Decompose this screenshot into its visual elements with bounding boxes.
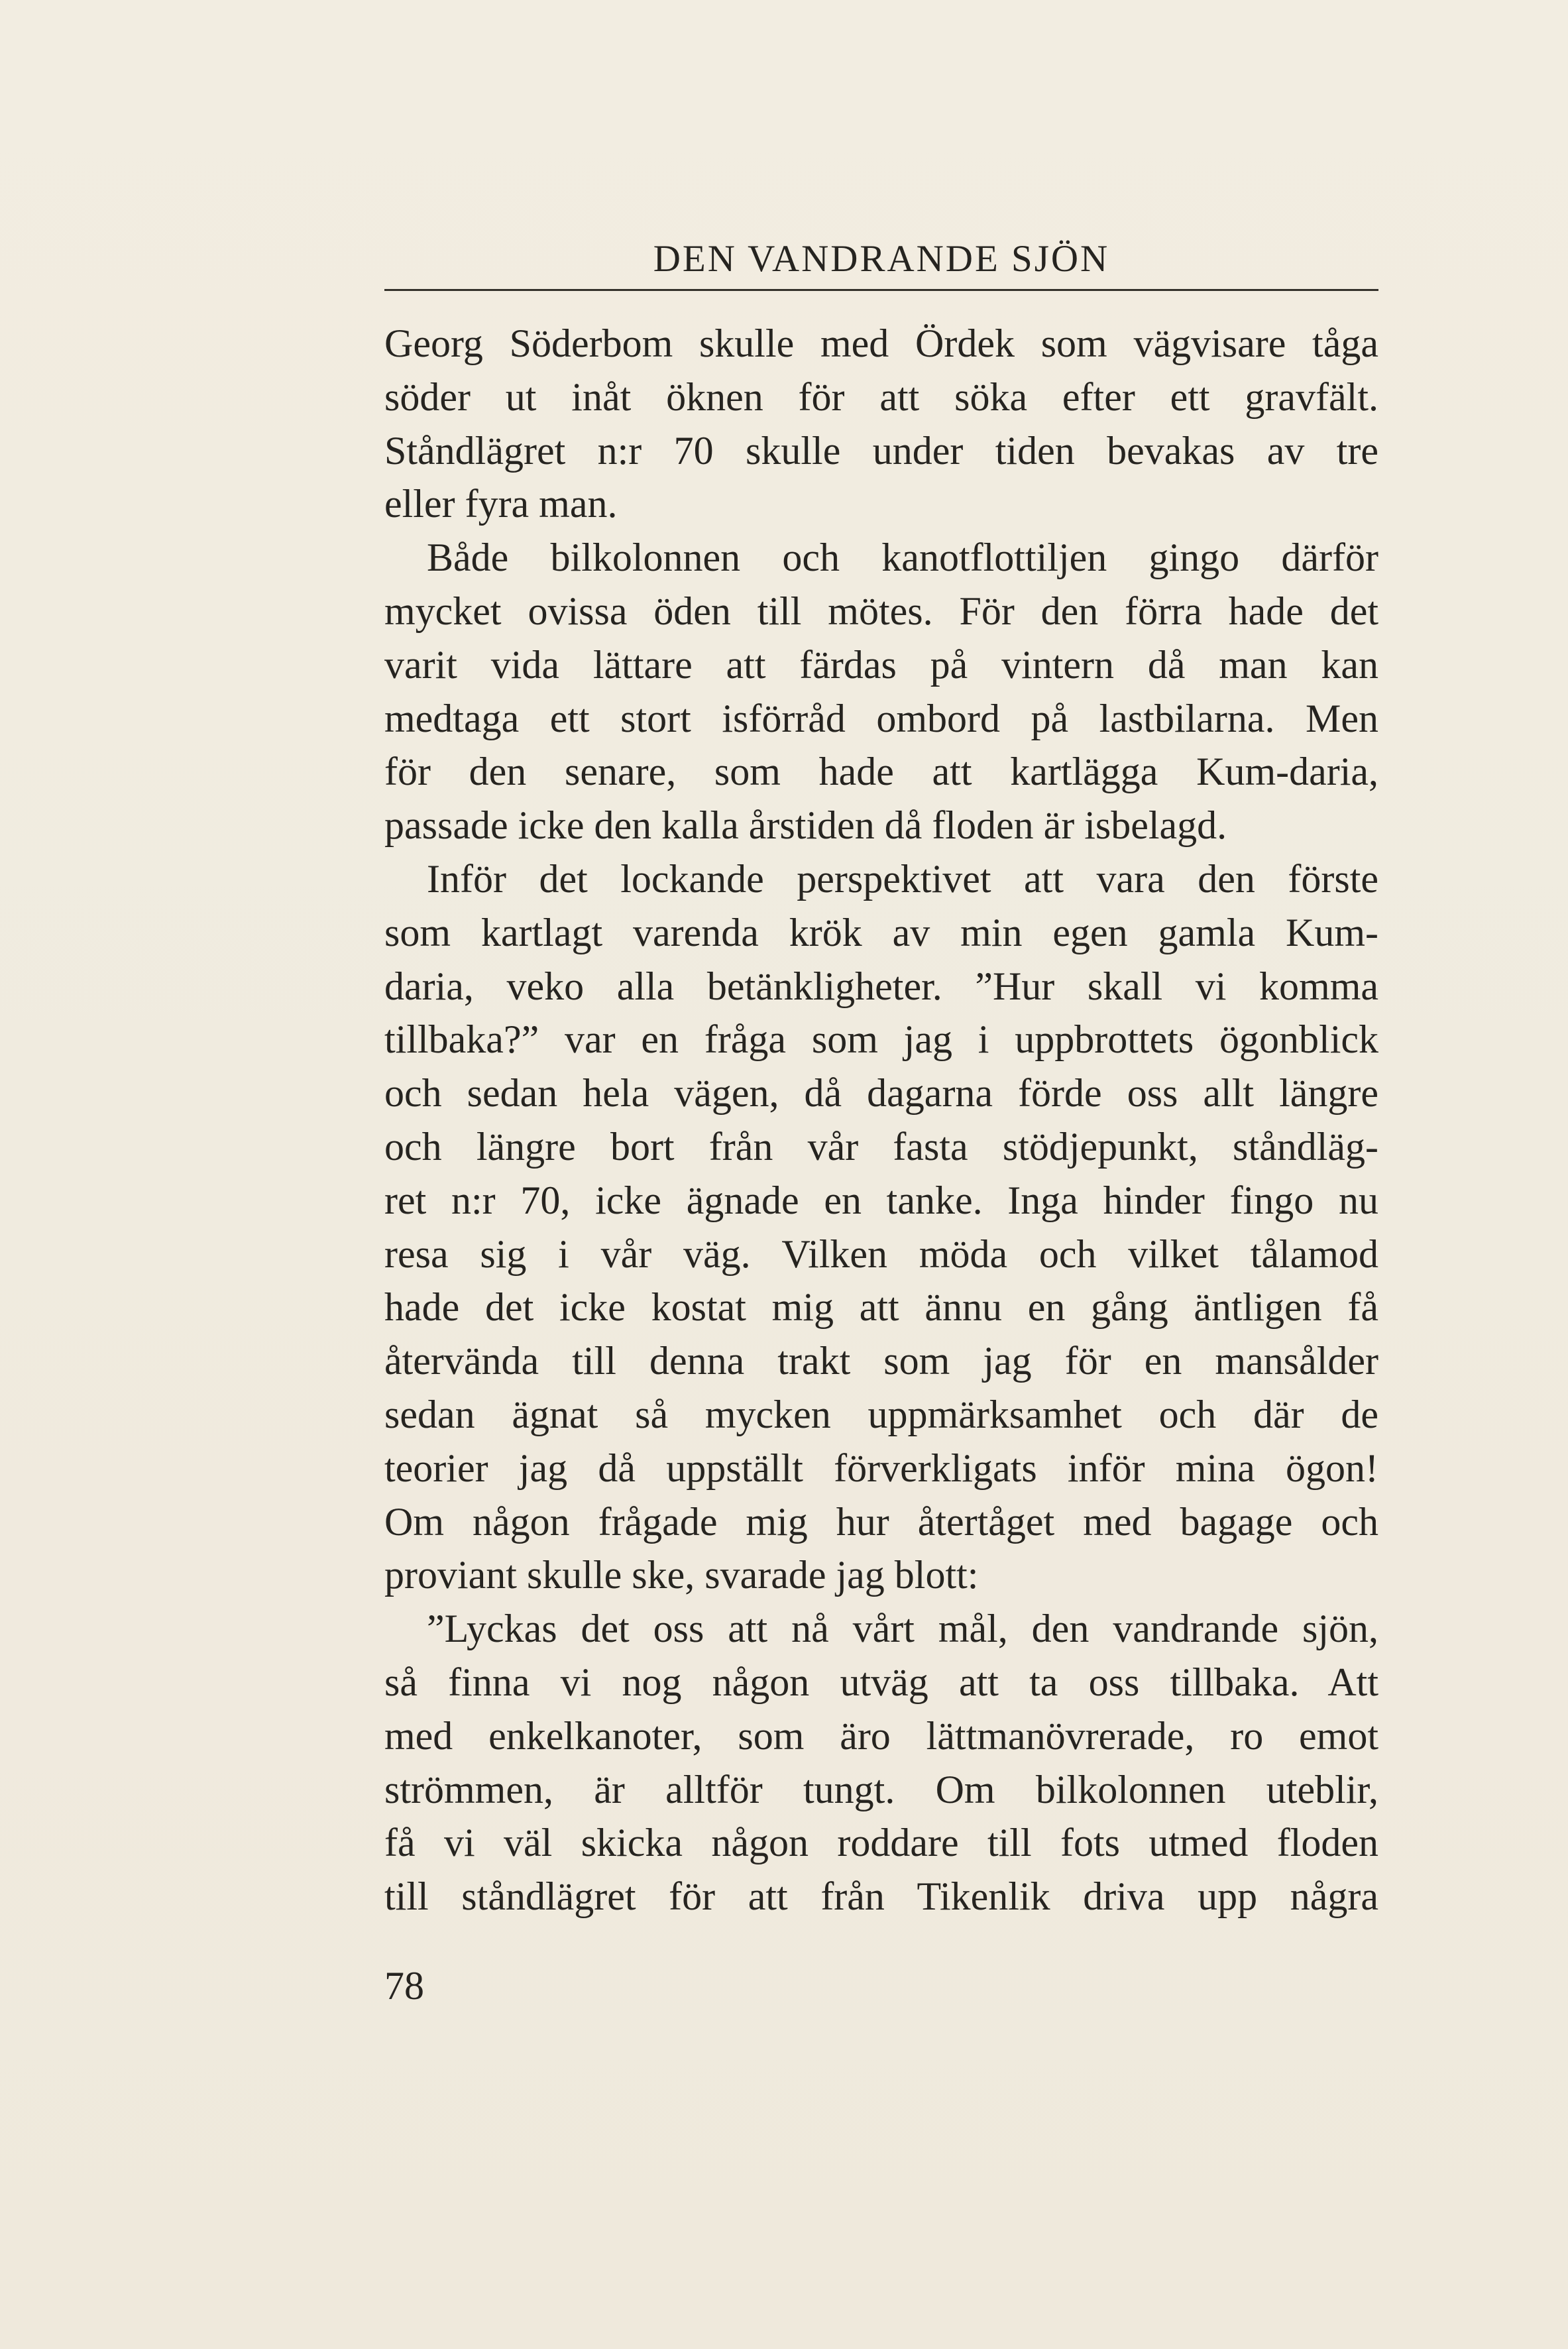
text-line: för den senare, som hade att kartlägga Kum-daria, [384, 750, 1378, 794]
text-line: som kartlagt varenda krök av min egen gamla Kum- [384, 910, 1378, 954]
text-line: ret n:r 70, icke ägnade en tanke. Inga hinder fingo nu [384, 1178, 1378, 1222]
text-line: Inför det lockande perspektivet att vara den förste [427, 856, 1378, 901]
text-line: varit vida lättare att färdas på vintern då man kan [384, 642, 1378, 687]
text-line: teorier jag då uppställt förverkligats inför mina ögon! [384, 1446, 1378, 1490]
text-line: resa sig i vår väg. Vilken möda och vilket tålamod [384, 1232, 1378, 1276]
text-line: återvända till denna trakt som jag för en mansålder [384, 1339, 1378, 1383]
text-line: Om någon frågade mig hur återtåget med bagage och [384, 1499, 1378, 1544]
text-line: Ståndlägret n:r 70 skulle under tiden bevakas av tre [384, 428, 1378, 473]
text-line: Georg Söderbom skulle med Ördek som vägvisare tåga [384, 321, 1378, 365]
running-head: DEN VANDRANDE SJÖN [653, 238, 1110, 280]
text-line: med enkelkanoter, som äro lättmanövrerade, ro emot [384, 1713, 1378, 1758]
text-line: medtaga ett stort isförråd ombord på lastbilarna. Men [384, 696, 1378, 740]
text-line: mycket ovissa öden till mötes. För den förra hade det [384, 589, 1378, 633]
text-line: eller fyra man. [384, 482, 618, 526]
text-line: till ståndlägret för att från Tikenlik driva upp några [384, 1874, 1378, 1919]
text-line: daria, veko alla betänkligheter. ”Hur skall vi komma [384, 964, 1378, 1008]
text-line: strömmen, är alltför tungt. Om bilkolonnen uteblir, [384, 1767, 1378, 1811]
text-line: söder ut inåt öknen för att söka efter ett gravfält. [384, 374, 1378, 419]
page-number: 78 [384, 1964, 424, 2008]
text-line: passade icke den kalla årstiden då floden är isbelagd. [384, 803, 1227, 848]
body-text [384, 317, 1378, 1923]
text-line: få vi väl skicka någon roddare till fots utmed floden [384, 1821, 1378, 1865]
text-line: hade det icke kostat mig att ännu en gång äntligen få [384, 1285, 1378, 1330]
text-line: så finna vi nog någon utväg att ta oss tillbaka. Att [384, 1660, 1378, 1704]
text-line: och sedan hela vägen, då dagarna förde oss allt längre [384, 1071, 1378, 1116]
text-line: sedan ägnat så mycken uppmärksamhet och där de [384, 1392, 1378, 1436]
text-line: proviant skulle ske, svarade jag blott: [384, 1553, 979, 1597]
text-line: ”Lyckas det oss att nå vårt mål, den vandrande sjön, [427, 1607, 1378, 1651]
header-rule [384, 289, 1378, 291]
text-line: Både bilkolonnen och kanotflottiljen gingo därför [427, 536, 1378, 580]
text-line: och längre bort från vår fasta stödjepunkt, ståndläg- [384, 1124, 1378, 1169]
text-line: tillbaka?” var en fråga som jag i uppbrottets ögonblick [384, 1017, 1378, 1062]
